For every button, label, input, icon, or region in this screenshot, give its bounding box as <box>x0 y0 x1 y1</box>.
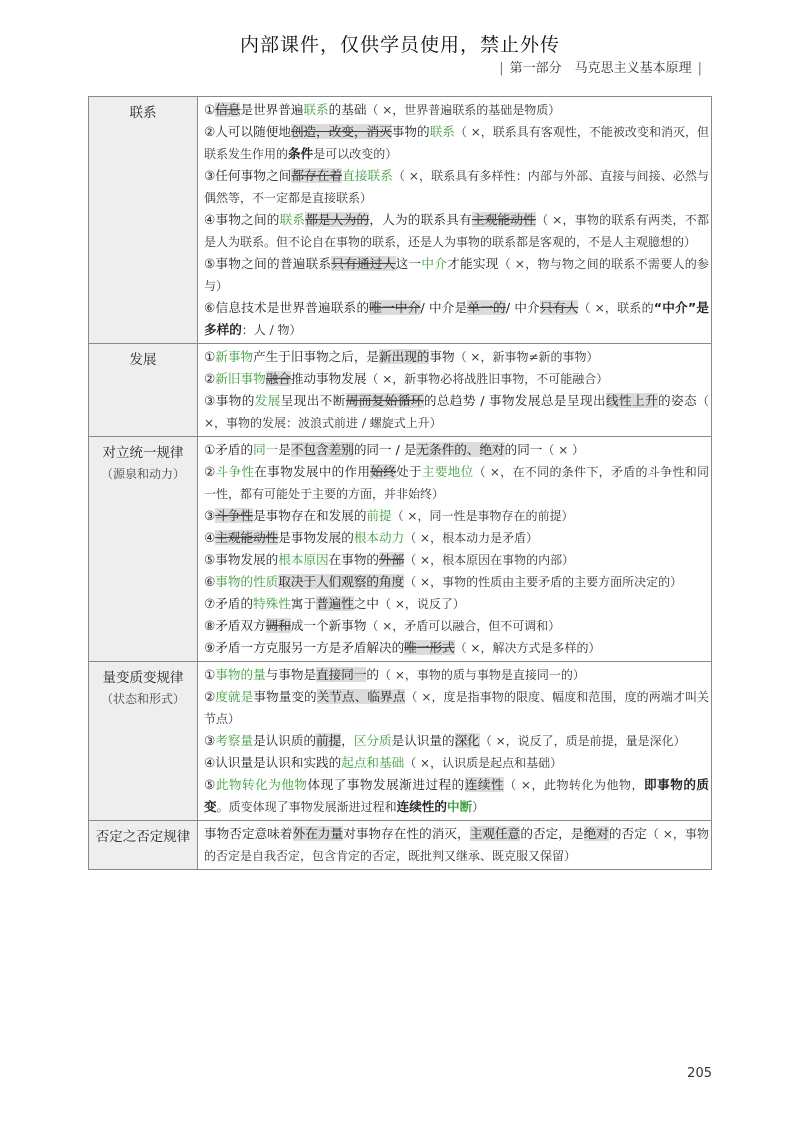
item-text-segment: ① <box>204 667 216 682</box>
item-text-segment: 推动事物发展 <box>290 371 367 386</box>
item-text-segment: ：人 / 物） <box>241 323 302 337</box>
item-text-segment: ⑧矛盾双方 <box>204 618 266 633</box>
item-text-segment: 关节点、临界点 <box>316 689 406 704</box>
item-text-segment: 的否定 <box>608 826 647 841</box>
item-text-segment: 始终 <box>370 464 397 479</box>
list-item <box>204 390 709 434</box>
item-text-segment: （ ×，联系具有多样性：内部与外部、直接与间接、必然与偶然等，不一定都是直接联系） <box>204 169 709 205</box>
item-text-segment: 单一的 <box>467 300 506 315</box>
item-text-segment: ⑨矛盾一方克服另一方是矛盾解决的 <box>204 640 405 655</box>
list-item <box>204 615 709 637</box>
item-text-segment: 信息 <box>215 102 241 117</box>
list-item <box>204 253 709 297</box>
row-label: 否定之否定规律 <box>95 829 191 845</box>
row-label-cell <box>89 662 198 821</box>
item-text-segment: 取决于人们观察的角度 <box>278 574 405 589</box>
item-text-segment: 的同一 / 是 <box>353 442 417 457</box>
header-title: 内部课件，仅供学员使用，禁止外传 <box>239 34 560 56</box>
row-label-cell <box>89 344 198 437</box>
item-text-segment: 区分质 <box>353 733 392 748</box>
item-text-segment: 唯一形式 <box>404 640 455 655</box>
item-text-segment: （ ×，联系具有客观性，不能被改变和消灭，但联系发生作用的 <box>204 125 710 161</box>
item-text-segment: 是 <box>278 442 291 457</box>
item-text-segment: 发展 <box>254 393 281 408</box>
item-text-segment: ③ <box>204 508 216 523</box>
item-text-segment: 连续性的 <box>396 799 447 814</box>
item-text-segment: 的总趋势 / 事物发展总是呈现出 <box>423 393 606 408</box>
row-label: 发展 <box>129 352 157 368</box>
row-content-cell <box>198 821 712 870</box>
knowledge-table <box>88 96 712 870</box>
item-text-segment: 才能实现 <box>447 256 499 271</box>
item-text-segment: （ ×，世界普遍联系的基础是物质） <box>366 103 561 117</box>
item-text-segment: 外部 <box>379 552 405 567</box>
item-text-segment: （ ×，事物的联系有两类，不都是人为联系。但不论自在事物的联系，还是人为事物的联系都是客观的，不是人主观臆想的） <box>204 213 709 249</box>
list-item <box>204 571 709 593</box>
item-text-segment: 在事物的 <box>328 552 380 567</box>
row-label: 联系 <box>129 105 157 121</box>
item-text-segment: 创造，改变，消灭 <box>290 124 392 139</box>
item-text-segment: 此物转化为他物 <box>215 777 308 792</box>
item-text-segment: （ ×，认识质是起点和基础） <box>404 756 563 770</box>
item-text-segment: 处于 <box>396 464 422 479</box>
list-item <box>204 505 709 527</box>
item-text-segment: 直接联系 <box>342 168 393 183</box>
item-text-segment: 是可以改变的） <box>313 147 398 161</box>
list-item <box>204 209 709 253</box>
item-text-segment: 是事物存在和发展的 <box>253 508 367 523</box>
item-text-segment: （ ×，同一性是事物存在的前提） <box>391 509 574 523</box>
item-text-segment: （ ×，矛盾可以融合，但不可调和） <box>366 619 561 633</box>
item-text-segment: 绝对 <box>583 826 609 841</box>
item-text-segment: （ ×，根本原因在事物的内部） <box>404 553 575 567</box>
item-text-segment: 与事物是 <box>265 667 317 682</box>
item-text-segment: 斗争性 <box>215 508 254 523</box>
list-item <box>204 527 709 549</box>
item-text-segment: 唯一中介 <box>369 300 421 315</box>
item-text-segment: 前提 <box>366 508 392 523</box>
item-text-segment: ④认识量是认识和实践的 <box>204 755 342 770</box>
table-row <box>89 662 712 821</box>
item-text-segment: 事物的量 <box>215 667 266 682</box>
item-text-segment: ⑤事物发展的 <box>204 552 279 567</box>
list-item <box>204 549 709 571</box>
item-text-segment: 连续性 <box>464 777 505 792</box>
item-text-segment: 调和 <box>265 618 291 633</box>
row-sublabel: （状态和形式） <box>100 692 185 706</box>
item-text-segment: 事物 <box>429 349 455 364</box>
item-text-segment: 主观能动性 <box>215 530 279 545</box>
item-text-segment: 斗争性 <box>215 464 255 479</box>
item-text-segment: 中介 <box>421 256 448 271</box>
item-text-segment: 起点和基础 <box>341 755 405 770</box>
item-text-segment: 融合 <box>265 371 291 386</box>
item-text-segment: ⑤ <box>204 777 216 792</box>
row-label-cell <box>89 821 198 870</box>
item-text-segment: 联系 <box>429 124 455 139</box>
list-item <box>204 823 709 867</box>
item-text-segment: 在事物发展中的作用 <box>254 464 371 479</box>
item-text-segment: 条件 <box>288 146 314 161</box>
item-text-segment: 中断 <box>446 799 473 814</box>
item-text-segment: ③ <box>204 733 216 748</box>
item-text-segment: 周而复始循环 <box>345 393 424 408</box>
item-text-segment: 新旧事物 <box>215 371 266 386</box>
item-text-segment: 新事物 <box>215 349 254 364</box>
list-item <box>204 752 709 774</box>
item-text-segment: 都存在着 <box>291 168 343 183</box>
item-text-segment: ②人可以随便地 <box>204 124 291 139</box>
item-text-segment: （ ×，新事物≠新的事物） <box>454 350 599 364</box>
page-number: 205 <box>687 1066 712 1081</box>
item-text-segment: 呈现出不断 <box>280 393 346 408</box>
item-text-segment: 同一 <box>253 442 279 457</box>
item-text-segment: 根本原因 <box>278 552 329 567</box>
table-row <box>89 344 712 437</box>
item-text-segment: 事物量变的 <box>253 689 317 704</box>
item-text-segment: （ ×，新事物必将战胜旧事物，不可能融合） <box>366 372 609 386</box>
item-text-segment: ⑤事物之间的普遍联系 <box>204 256 332 271</box>
item-text-segment: （ ×，物与物之间的联系不需要人的参与） <box>204 257 710 293</box>
item-text-segment: 是认识质的 <box>253 733 317 748</box>
header-section-label: | 第一部分 马克思主义基本原理 | <box>499 61 702 76</box>
item-text-segment: 只有通过人 <box>331 256 396 271</box>
item-text-segment: 只有人 <box>539 300 579 315</box>
row-content-cell <box>198 344 712 437</box>
list-item <box>204 637 709 659</box>
item-text-segment: ① <box>204 102 216 117</box>
item-text-segment: 的否定，是 <box>520 826 584 841</box>
row-label: 对立统一规律 <box>102 445 184 461</box>
item-text-segment: 都是人为的 <box>305 212 370 227</box>
item-text-segment: 联系 <box>303 102 329 117</box>
list-item <box>204 774 709 818</box>
item-text-segment: / 中介 <box>505 300 540 315</box>
table-row <box>89 437 712 662</box>
item-text-segment: 事物的性质 <box>215 574 279 589</box>
item-text-segment: ⑦矛盾的 <box>204 596 254 611</box>
item-text-segment: （ ×，此物转化为他物， <box>504 778 645 792</box>
item-text-segment: （ ×，事物的否定是自我否定，包含肯定的否定，既批判又继承、既克服又保留） <box>204 827 710 863</box>
item-text-segment: （ ×，在不同的条件下，矛盾的斗争性和同一性，都有可能处于主要的方面，并非始终） <box>204 465 710 501</box>
list-item <box>204 368 709 390</box>
row-content-cell <box>198 437 712 662</box>
item-text-segment: 主观任意 <box>469 826 521 841</box>
item-text-segment: ④事物之间的 <box>204 212 280 227</box>
item-text-segment: ⑥信息技术是世界普遍联系的 <box>204 300 370 315</box>
row-sublabel: （源泉和动力） <box>100 467 185 481</box>
item-text-segment: 主要地位 <box>421 464 474 479</box>
list-item <box>204 121 709 165</box>
list-item <box>204 346 709 368</box>
item-text-segment: 事物的 <box>391 124 430 139</box>
item-text-segment: ② <box>204 464 216 479</box>
item-text-segment: / 中介是 <box>420 300 468 315</box>
item-text-segment: 寓于 <box>290 596 317 611</box>
item-text-segment: 新出现的 <box>379 349 430 364</box>
item-text-segment: 产生于旧事物之后，是 <box>253 349 380 364</box>
section-name: 第一部分 马克思主义基本原理 <box>509 61 692 76</box>
item-text-segment: 的姿态 <box>658 393 698 408</box>
list-item <box>204 686 709 730</box>
item-text-segment: 线性上升 <box>605 393 658 408</box>
row-label-cell <box>89 437 198 662</box>
list-item <box>204 593 709 615</box>
list-item <box>204 297 709 341</box>
item-text-segment: 对事物存在性的消灭， <box>343 826 470 841</box>
item-text-segment: 无条件的、绝对 <box>416 442 505 457</box>
item-text-segment: 主观能动性 <box>471 212 536 227</box>
item-text-segment: （ ×，解决方式是多样的） <box>454 641 601 655</box>
item-text-segment: 前提 <box>316 733 342 748</box>
item-text-segment: 特殊性 <box>253 596 291 611</box>
item-text-segment: ③任何事物之间 <box>204 168 292 183</box>
item-text-segment: 是事物发展的 <box>278 530 354 545</box>
list-item <box>204 165 709 209</box>
item-text-segment: 这一 <box>395 256 422 271</box>
row-content-cell <box>198 662 712 821</box>
item-text-segment: （ ×，根本动力是矛盾） <box>404 531 539 545</box>
item-text-segment: ， <box>341 733 354 748</box>
item-text-segment: ② <box>204 371 216 386</box>
item-text-segment: （ ×，说反了） <box>379 597 465 611</box>
list-item <box>204 730 709 752</box>
item-text-segment: （ ×，度是指事物的限度、幅度和范围，度的两端才叫关节点） <box>204 690 710 726</box>
item-text-segment: ） <box>472 800 485 814</box>
item-text-segment: 直接同一 <box>316 667 367 682</box>
item-text-segment: ⑥ <box>204 574 216 589</box>
item-text-segment: 不包含差别 <box>290 442 354 457</box>
item-text-segment: （ × ） <box>542 443 585 457</box>
item-text-segment: （ ×，事物的性质由主要矛盾的主要方面所决定的） <box>404 575 683 589</box>
item-text-segment: ④ <box>204 530 216 545</box>
item-text-segment: 即事物的质变 <box>204 777 710 814</box>
item-text-segment: 的基础 <box>328 102 367 117</box>
item-text-segment: 深化 <box>454 733 480 748</box>
item-text-segment: 体现了事物发展渐进过程的 <box>307 777 465 792</box>
item-text-segment: 之中 <box>353 596 380 611</box>
row-content-cell <box>198 97 712 344</box>
item-text-segment: ①矛盾的 <box>204 442 254 457</box>
item-text-segment: 是认识量的 <box>391 733 455 748</box>
table-row <box>89 97 712 344</box>
item-text-segment: 的同一 <box>504 442 543 457</box>
item-text-segment: 考察量 <box>215 733 254 748</box>
table-row <box>89 821 712 870</box>
item-text-segment: 是世界普遍 <box>240 102 304 117</box>
item-text-segment: 成一个新事物 <box>290 618 367 633</box>
list-item <box>204 461 709 505</box>
list-item <box>204 439 709 461</box>
row-label-cell <box>89 97 198 344</box>
item-text-segment: 外在力量 <box>292 826 344 841</box>
item-text-segment: （ ×，事物的发展：波浪式前进 / 螺旋式上升） <box>204 394 710 430</box>
item-text-segment: 普遍性 <box>316 596 354 611</box>
list-item <box>204 664 709 686</box>
item-text-segment: ① <box>204 349 216 364</box>
item-text-segment: ② <box>204 689 216 704</box>
item-text-segment: 。质变体现了事物发展渐进过程和 <box>216 800 397 814</box>
item-text-segment: ，人为的联系具有 <box>369 212 472 227</box>
item-text-segment: 的 <box>366 667 380 682</box>
item-text-segment: 事物否定意味着 <box>204 826 293 841</box>
item-text-segment: 度就是 <box>215 689 254 704</box>
item-text-segment: （ ×，联系的 <box>578 301 654 315</box>
item-text-segment: 根本动力 <box>353 530 405 545</box>
item-text-segment: “中介”是多样的 <box>204 300 710 337</box>
item-text-segment: （ ×，事物的质与事物是直接同一的） <box>379 668 585 682</box>
row-label: 量变质变规律 <box>102 670 184 686</box>
item-text-segment: 联系 <box>279 212 306 227</box>
item-text-segment: ③事物的 <box>204 393 255 408</box>
list-item <box>204 99 709 121</box>
item-text-segment: （ ×，说反了，质是前提，量是深化） <box>479 734 686 748</box>
